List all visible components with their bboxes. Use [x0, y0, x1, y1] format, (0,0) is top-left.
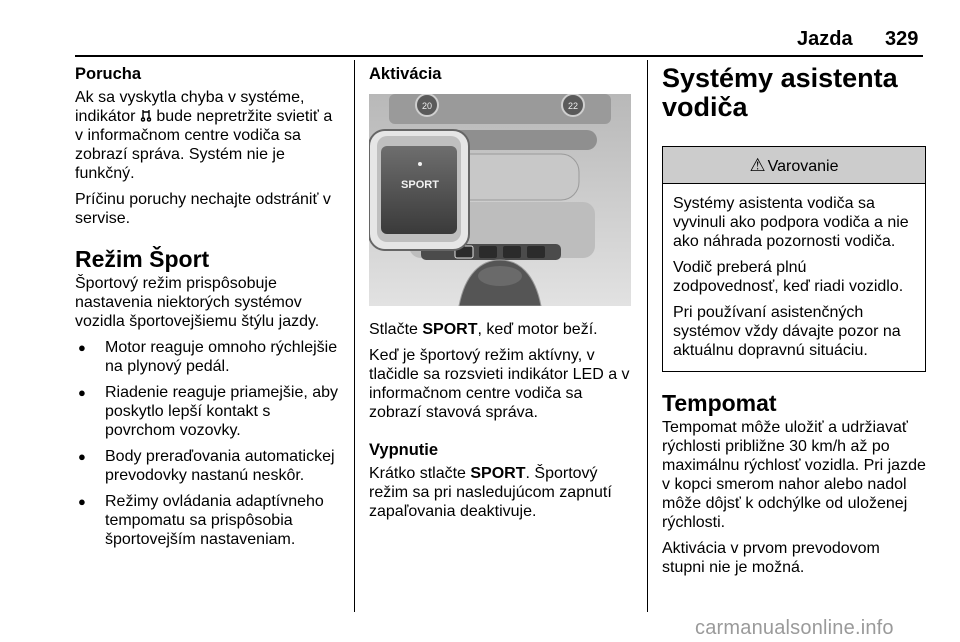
sport-keyword: SPORT	[470, 465, 526, 482]
fault-paragraph-2: Príčinu poruchy nechajte odstrániť v servise.	[75, 191, 331, 227]
list-item: ● Riadenie reaguje priamejšie, aby poskytlo lepší kontakt s povrchom vozovky.	[75, 383, 343, 440]
knob-left-value: 20	[421, 101, 433, 111]
header-rule	[75, 55, 923, 57]
warning-paragraph-2: Vodič preberá plnú zodpovednosť, keď riadi vozidlo.	[673, 259, 904, 295]
fault-text-before-icon: Ak sa vyskytla chyba v systéme, indikátor	[75, 89, 305, 125]
console-drawing	[369, 94, 631, 306]
text-run: , keď motor beží.	[477, 321, 598, 338]
page-number: 329	[885, 28, 919, 50]
warning-title: Varovanie	[767, 158, 839, 175]
warning-body	[663, 184, 925, 371]
cruise-paragraph-2: Aktivácia v prvom prevodovom stupni nie je možná.	[662, 540, 880, 576]
column-divider-1	[354, 60, 355, 612]
sport-button-illustration	[369, 94, 631, 306]
warning-paragraph-3: Pri používaní asistenčných systémov vždy dávajte pozor na aktuálnu dopravnú situáciu.	[673, 304, 901, 359]
sport-mode-heading: Režim Šport	[75, 246, 210, 272]
sport-keyword: SPORT	[422, 321, 478, 338]
sport-mode-indicator-icon	[140, 109, 152, 122]
text-run: Stlačte	[369, 321, 423, 338]
activation-paragraph-2: Keď je športový režim aktívny, v tlačidle sa rozsvieti indikátor LED a v informačnom centre vodiča sa zobrazí stavová správa.	[369, 347, 630, 421]
section-title: Jazda	[797, 28, 853, 50]
fault-paragraph-1	[75, 88, 343, 183]
sport-intro: Športový režim prispôsobuje nastavenia niektorých systémov vozidla športovejšiemu štýlu jazdy.	[75, 275, 320, 330]
text-run: . Športový režim sa pri nasledujúcom zapnutí zapaľovania deaktivuje.	[369, 465, 612, 520]
warning-title-bar	[663, 147, 925, 184]
knob-right-value: 22	[567, 101, 579, 111]
driver-assistance-heading: Systémy asistenta vodiča	[662, 63, 898, 122]
fault-text-after-icon: bude nepretržite svietiť a v informačnom centre vodiča sa zobrazí správa. Systém nie je funkčný.	[75, 108, 333, 182]
activation-paragraph-1	[369, 320, 634, 339]
sport-effects-list	[75, 338, 343, 549]
sport-button-label: SPORT	[401, 179, 439, 191]
activation-heading: Aktivácia	[369, 65, 442, 83]
warning-paragraph-1: Systémy asistenta vodiča sa vyvinuli ako podpora vodiča a nie ako náhrada pozornosti vodiča.	[673, 195, 909, 250]
deactivation-heading: Vypnutie	[369, 441, 439, 459]
column-middle	[369, 64, 634, 528]
column-divider-2	[647, 60, 648, 612]
warning-box	[662, 146, 926, 372]
list-item: ● Body preraďovania automatickej prevodovky nastanú neskôr.	[75, 447, 343, 485]
page-header	[0, 28, 960, 52]
watermark: carmanualsonline.info	[695, 617, 894, 639]
list-item: ● Motor reaguje omnoho rýchlejšie na plynový pedál.	[75, 338, 343, 376]
text-run: Krátko stlačte	[369, 465, 471, 482]
sport-led-indicator	[418, 162, 422, 166]
column-right	[662, 64, 926, 584]
cruise-paragraph-1: Tempomat môže uložiť a udržiavať rýchlosti približne 30 km/h až po maximálnu rýchlosť vozidla. Pri jazde v kopci smerom nahor alebo nadol môže dôjsť k odchýlke od uloženej rýchlosti.	[662, 419, 926, 531]
list-item: ● Režimy ovládania adaptívneho tempomatu sa prispôsobia športovejším nastaveniam.	[75, 492, 343, 549]
column-left	[75, 64, 343, 556]
warning-triangle-icon: ⚠	[749, 155, 766, 175]
fault-heading: Porucha	[75, 65, 142, 83]
cruise-control-heading: Tempomat	[662, 390, 777, 416]
deactivation-paragraph	[369, 464, 634, 521]
